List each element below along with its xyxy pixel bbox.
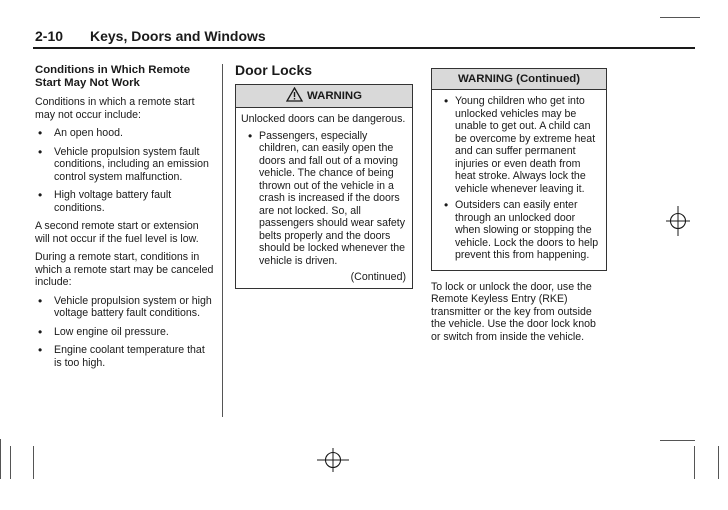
- list-item: • Vehicle propulsion system fault conditions, including an emission control system malfunction.: [35, 146, 215, 184]
- header-rule: [33, 47, 695, 49]
- continued-label: (Continued): [350, 271, 406, 283]
- door-locks-title: Door Locks: [235, 62, 313, 78]
- warning-box: [431, 68, 607, 271]
- remote-start-heading: Conditions in Which Remote Start May Not Work: [35, 64, 191, 89]
- warning-box: [235, 84, 413, 289]
- door-locks-column: [235, 62, 415, 289]
- warning-body: [236, 108, 412, 288]
- warning-triangle-icon: [286, 87, 303, 106]
- warning-intro: Unlocked doors can be dangerous.: [241, 113, 406, 125]
- crop-mark: [0, 439, 1, 479]
- lock-unlock-paragraph: To lock or unlock the door, use the Remote Keyless Entry (RKE) transmitter or the key from outside the vehicle. Use the door lock knob or switch from inside the vehicle.: [431, 280, 596, 343]
- remote-start-column: [35, 64, 215, 375]
- warning-list: [437, 95, 600, 262]
- warning-continued-header: WARNING (Continued): [432, 69, 606, 90]
- list-item: • High voltage battery fault conditions.: [35, 189, 215, 214]
- warning-body: [432, 90, 606, 270]
- crop-mark: [10, 446, 11, 479]
- warning-continued-column: [431, 68, 607, 343]
- remote-start-intro: Conditions in which a remote start may not occur include:: [35, 96, 195, 121]
- warning-list: [241, 130, 406, 268]
- crop-mark: [660, 17, 700, 18]
- registration-crosshair-icon: [317, 448, 349, 477]
- column-divider: [222, 64, 223, 417]
- list-item: • Engine coolant temperature that is too high.: [35, 344, 215, 369]
- warning-header: [236, 85, 412, 108]
- crop-mark: [660, 440, 695, 441]
- crop-mark: [718, 446, 719, 479]
- list-item: • Young children who get into unlocked vehicles may be unable to get out. A child can be overcome by extreme heat and can suffer permanent injuries or even death from heat stroke. Always lock the vehicle whenever leaving it.: [437, 95, 600, 195]
- list-item: • An open hood.: [35, 127, 215, 140]
- list-item: • Vehicle propulsion system or high voltage battery fault conditions.: [35, 295, 215, 320]
- remote-start-conditions-list: [35, 127, 215, 214]
- section-title: Keys, Doors and Windows: [90, 28, 266, 44]
- list-item: • Outsiders can easily enter through an unlocked door when slowing or stopping the vehicle. Lock the doors to help prevent this from happening.: [437, 199, 600, 262]
- registration-crosshair-icon: [666, 206, 690, 241]
- list-item: • Low engine oil pressure.: [35, 326, 215, 339]
- warning-label: WARNING: [306, 89, 363, 102]
- fuel-level-paragraph: A second remote start or extension will not occur if the fuel level is low.: [35, 220, 199, 245]
- cancel-conditions-list: [35, 295, 215, 370]
- page-number: 2-10: [35, 28, 64, 44]
- list-item: • Passengers, especially children, can easily open the doors and fall out of a moving vehicle. The chance of being thrown out of the vehicle in a crash is increased if the doors are not locked. So, all passengers should wear safety belts properly and the doors should be locked whenever the vehicle is driven.: [241, 130, 406, 268]
- crop-mark: [33, 446, 34, 479]
- cancel-conditions-intro: During a remote start, conditions in which a remote start may be canceled include:: [35, 251, 214, 288]
- crop-mark: [694, 446, 695, 479]
